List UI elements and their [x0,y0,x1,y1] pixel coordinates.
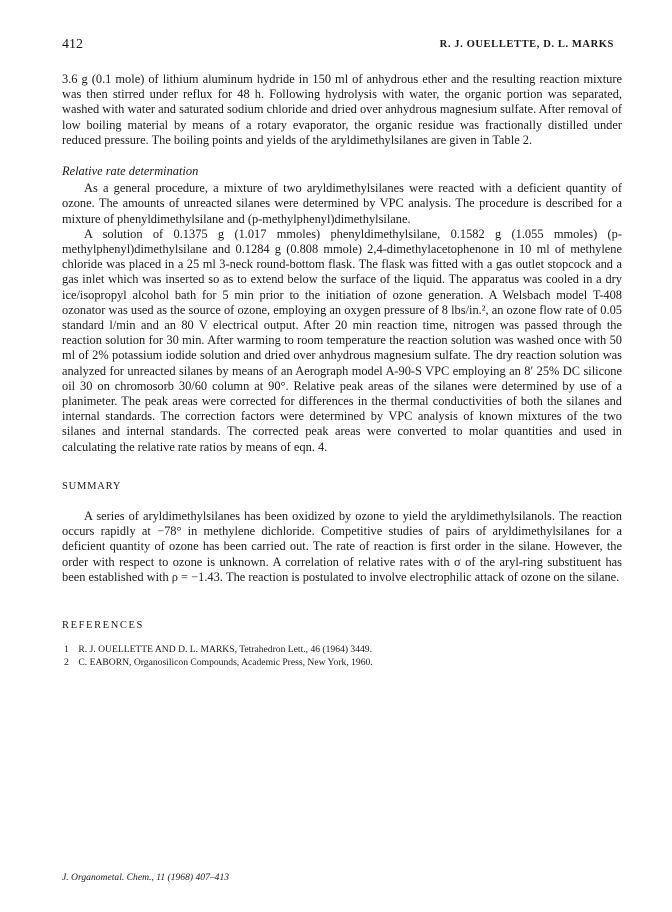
paragraph-intro: 3.6 g (0.1 mole) of lithium aluminum hydride in 150 ml of anhydrous ether and the resulting reaction mixture was then stirred under reflux for 48 h. Following hydrolysis with water, the organic portion was separated, washed with water and saturated sodium chloride and dried over anhydrous magnesium sulfate. After removal of low boiling material by means of a rotary evaporator, the organic residue was fractionally distilled under reduced pressure. The boiling points and yields of the aryldimethylsilanes are given in Table 2. [62,72,622,147]
paragraph-rate-procedure: A solution of 0.1375 g (1.017 mmoles) phenyldimethylsilane, 0.1582 g (1.055 mmoles) (p-methylphenyl)dimethylsilane and 0.1284 g (0.808 mmole) 2,4-dimethylacetophenone in 10 ml of methylene chloride was placed in a 25 ml 3-neck round-bottom flask. The flask was fitted with a gas outlet stopcock and a gas inlet which was inserted so as to extend below the surface of the liquid. The apparatus was cooled in a dry ice/isopropyl alcohol bath for 5 min prior to the initiation of ozone generation. A Welsbach model T-408 ozonator was used as the source of ozone, employing an oxygen pressure of 8 lbs/in.², an ozone flow rate of 0.05 standard l/min and an 80 V electrical output. After 20 min reaction time, nitrogen was passed through the reaction solution for 30 min. After warming to room temperature the reaction solution was washed once with 50 ml of 2% potassium iodide solution and dried over anhydrous magnesium sulfate. The dry reaction solution was analyzed for unreacted silanes by means of an Aerograph model A-90-S VPC employing an 8′ 25% DC silicone oil 30 on chromosorb 30/60 column at 90°. Relative peak areas of the silanes were determined by use of a planimeter. The peak areas were corrected for differences in the thermal conductivities of both the silanes and internal standards. The correction factors were determined by VPC analysis of known mixtures of the two silanes and internal standards. The corrected peak areas were converted to molar quantities and used in calculating the relative rate ratios by means of eqn. 4. [62,226,622,454]
reference-item [62,643,622,656]
reference-number: 1 [64,644,69,656]
section-heading-summary: SUMMARY [62,480,122,492]
paragraph-rate-general: As a general procedure, a mixture of two aryldimethylsilanes were reacted with a deficient quantity of ozone. The amounts of unreacted silanes were determined by VPC analysis. The procedure is described for a mixture of phenyldimethylsilane and (p-methylphenyl)dimethylsilane. [62,181,622,226]
section-heading-references: REFERENCES [62,620,144,632]
reference-text: C. EABORN, Organosilicon Compounds, Academic Press, New York, 1960. [78,657,373,669]
running-head: R. J. OUELLETTE, D. L. MARKS [439,39,614,50]
reference-list [62,643,622,669]
page-header [62,37,614,55]
section-heading-relative-rate: Relative rate determination [62,164,199,179]
paragraph-summary: A series of aryldimethylsilanes has been oxidized by ozone to yield the aryldimethylsilanols. The reaction occurs rapidly at −78° in methylene dichloride. Competitive studies of pairs of aryldimethylsilanes for a deficient quantity of ozone has been carried out. The rate of reaction is first order in the silane. However, the order with respect to ozone is unknown. A correlation of relative rates with σ of the aryl-ring substituent has been established with ρ = −1.43. The reaction is postulated to involve electrophilic attack of ozone on the silane. [62,509,622,584]
reference-item [62,656,622,669]
journal-citation-footer: J. Organometal. Chem., 11 (1968) 407–413 [62,872,230,883]
reference-text: R. J. OUELLETTE AND D. L. MARKS, Tetrahedron Lett., 46 (1964) 3449. [78,644,372,656]
reference-number: 2 [64,657,69,669]
article-body [62,72,622,669]
page-number: 412 [62,37,83,52]
